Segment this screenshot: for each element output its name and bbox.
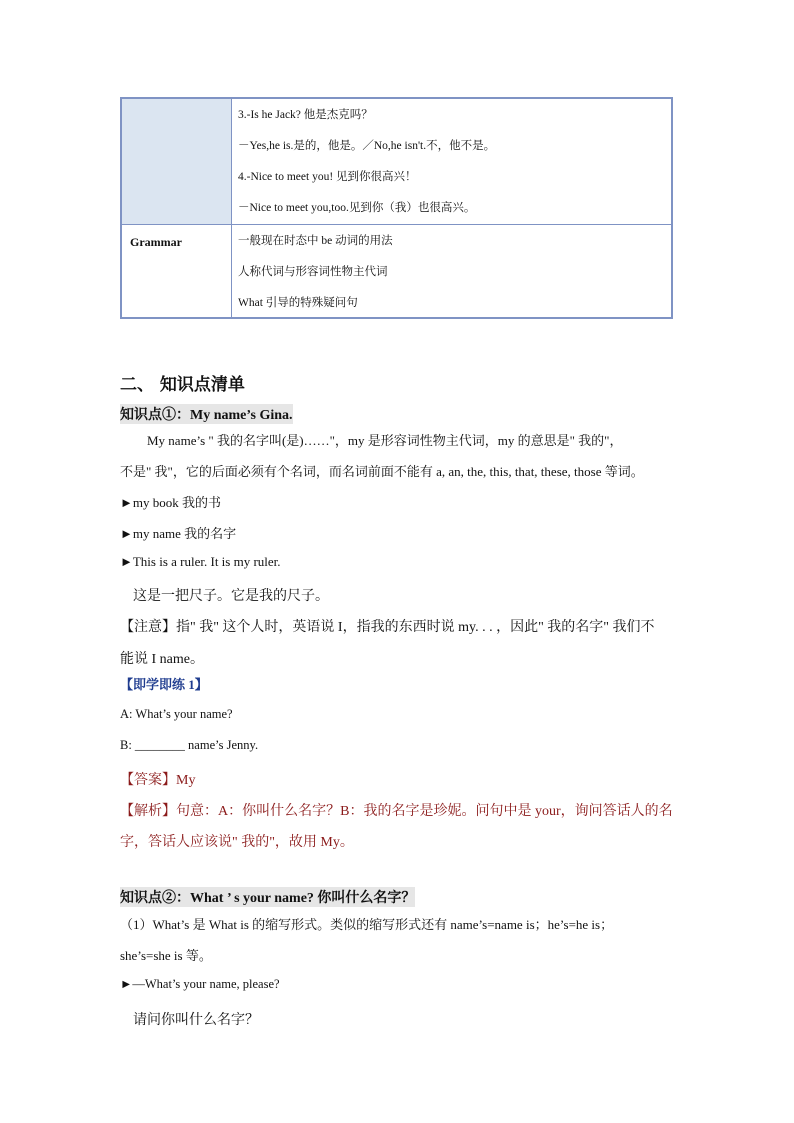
analysis: 字，答话人应该说" 我的"，故用 My。 [120, 835, 354, 850]
example-line: ►my book 我的书 [120, 495, 221, 510]
grammar-label: Grammar [130, 235, 182, 249]
table-line: 4.-Nice to meet you! 见到你很高兴！ [238, 171, 417, 183]
table-line: 3.-Is he Jack? 他是杰克吗？ [238, 109, 373, 121]
example-translation: 请问你叫什么名字？ [133, 1013, 259, 1028]
table-line: 人称代词与形容词性物主代词 [238, 266, 388, 278]
table-cell-empty [122, 99, 232, 224]
knowledge-point-2-title: 知识点②：What ’ s your name? 你叫什么名字？ [120, 887, 415, 907]
table-line: 一般现在时态中 be 动词的用法 [238, 235, 393, 247]
question-line: B: ________ name’s Jenny. [120, 738, 259, 752]
table-line: －Nice to meet you,too.见到你（我）也很高兴。 [238, 202, 476, 214]
practice-label: 【即学即练 1】 [120, 677, 208, 692]
paragraph: My name’s " 我的名字叫(是)……"，my 是形容词性物主代词，my 的意思是" 我的"， [147, 433, 623, 448]
paragraph: 不是" 我"，它的后面必须有个名词，而名词前面不能有 a, an, the, this, that, these, those 等词。 [120, 464, 644, 479]
section-title: 二、 知识点清单 [120, 375, 245, 395]
note: 【注意】指" 我" 这个人时，英语说 I，指我的东西时说 my. . . ，因此" 我的名字" 我们不 [120, 620, 655, 635]
table-line: －Yes,he is.是的，他是。／No,he isn't.不，他不是。 [238, 140, 496, 152]
example-line: ►This is a ruler. It is my ruler. [120, 554, 281, 569]
paragraph: （1）What’s 是 What is 的缩写形式。类似的缩写形式还有 name’s=name is；he’s=he is； [120, 917, 614, 932]
example-line: ►my name 我的名字 [120, 526, 237, 541]
table-line: What 引导的特殊疑问句 [238, 297, 358, 309]
analysis: 【解析】句意：A：你叫什么名字？B：我的名字是珍妮。问句中是 your，询问答话人的名 [120, 804, 673, 819]
question-line: A: What’s your name? [120, 707, 233, 721]
answer: 【答案】My [120, 773, 196, 788]
example-translation: 这是一把尺子。它是我的尺子。 [133, 589, 329, 604]
vocabulary-table [120, 97, 673, 319]
knowledge-point-1-title: 知识点①：My name’s Gina. [120, 404, 293, 424]
paragraph: she’s=she is 等。 [120, 948, 212, 963]
note: 能说 I name。 [120, 652, 204, 667]
example-line: ►—What’s your name, please? [120, 977, 280, 991]
